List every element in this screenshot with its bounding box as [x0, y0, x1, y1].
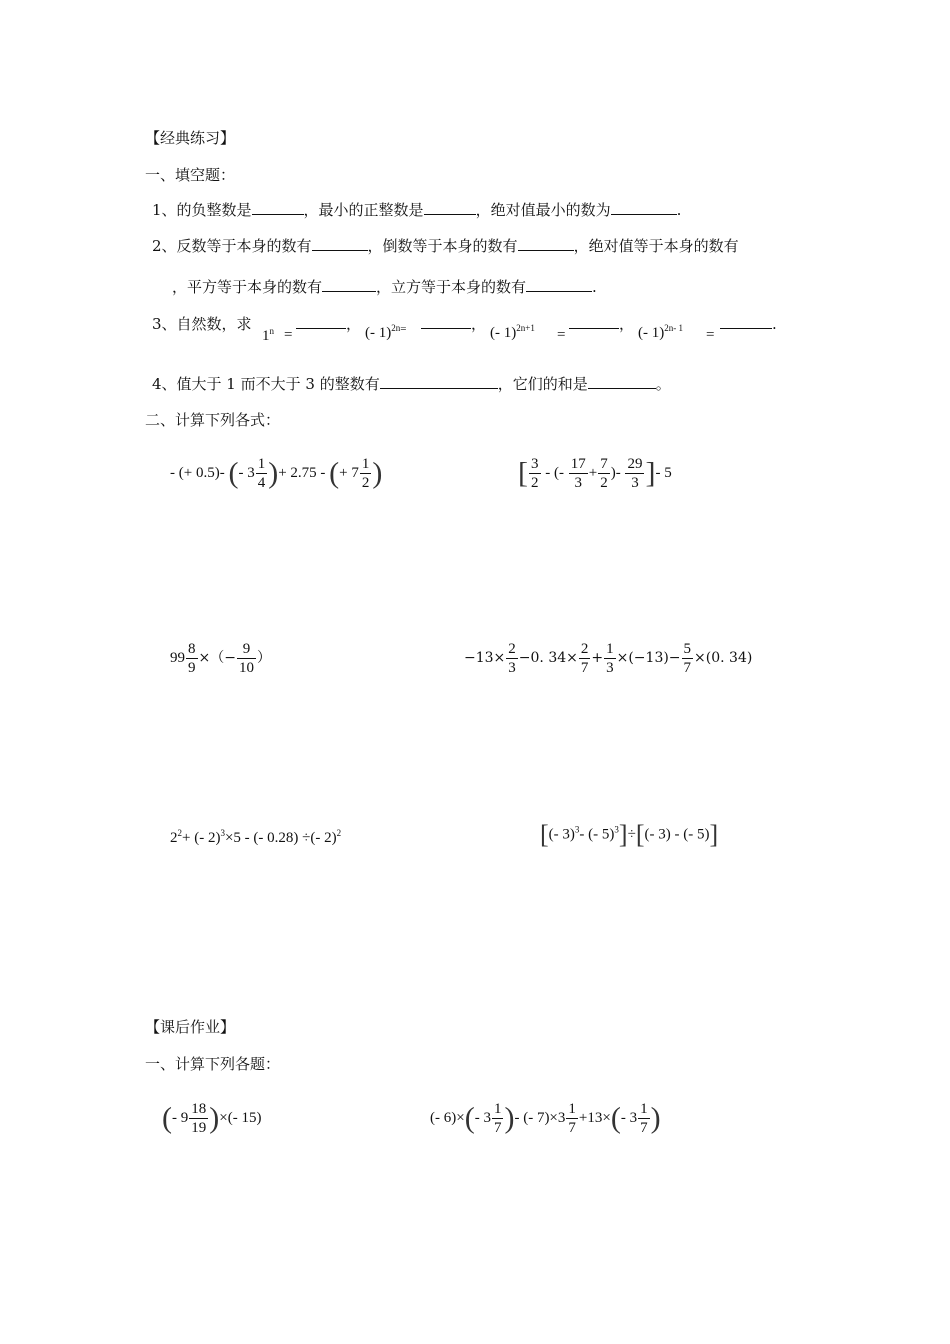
- fraction: $\frac{29}{3}$: [627, 456, 643, 491]
- question-2-continued: ，平方等于本身的数有 ，立方等于本身的数有 .: [172, 278, 597, 296]
- fraction: $\frac{1}{7}$: [640, 1101, 648, 1136]
- answer-blank[interactable]: [526, 277, 592, 292]
- fraction: $\frac{18}{19}$: [191, 1101, 207, 1136]
- expression-2: [ $\frac{3}{2}$ - (- $\frac{17}{3}$ + $\frac{7}{2}$ )- $\frac{29}{3}$ ]- 5: [518, 456, 672, 491]
- expression-4: −13× $\frac{2}{3}$ −0. 34× $\frac{2}{7}$ + $\frac{1}{3}$ ×(−13)− $\frac{5}{7}$ ×(0. 34): [464, 641, 753, 676]
- q3-eq-3: =: [557, 327, 566, 343]
- q3-eq-1: =: [284, 327, 293, 343]
- answer-blank[interactable]: [421, 314, 471, 329]
- fraction: $\frac{8}{9}$: [188, 641, 196, 676]
- answer-blank[interactable]: [322, 277, 376, 292]
- part-title-compute: 二、计算下列各式：: [145, 411, 281, 429]
- fraction: $\frac{1}{7}$: [493, 1101, 502, 1136]
- answer-blank[interactable]: [720, 314, 772, 329]
- answer-blank[interactable]: [611, 200, 677, 215]
- q3-blank-3: ，: [569, 314, 634, 334]
- section-title-exercise: 【经典练习】: [145, 129, 236, 147]
- question-2: 2、反数等于本身的数有 ，倒数等于本身的数有 ，绝对值等于本身的数有: [152, 237, 739, 255]
- fraction: $\frac{1}{2}$: [361, 456, 370, 491]
- question-1: 1、的负整数是 ，最小的正整数是 ，绝对值最小的数为 .: [152, 201, 682, 219]
- fraction: $\frac{1}{3}$: [606, 641, 614, 676]
- q3-blank-1: ，: [296, 314, 361, 334]
- question-3: 3、自然数，求: [152, 315, 252, 333]
- q3-eq-4: =: [706, 327, 715, 343]
- q3-expression-4: (- 1)$^{2n- 1}$: [638, 323, 683, 341]
- expression-6: [(- 3)$^3$- (- 5)$^3$]÷[(- 3) - (- 5)]: [540, 820, 719, 849]
- q3-blank-4: .: [720, 314, 777, 334]
- answer-blank[interactable]: [380, 374, 498, 389]
- expression-7: (- 9 $\frac{18}{19}$ )×(- 15): [162, 1101, 262, 1136]
- expression-5: $2^2+$ (- 2)$^3$×5 - (- 0.28) ÷(- 2)$^2$: [170, 828, 342, 846]
- expression-3: 99 $\frac{8}{9}$ ×（− $\frac{9}{10}$ ）: [170, 641, 271, 676]
- fraction: $\frac{1}{7}$: [568, 1101, 576, 1136]
- fraction: $\frac{2}{7}$: [580, 641, 589, 676]
- fraction: $\frac{7}{2}$: [600, 456, 608, 491]
- part-title-compute-homework: 一、计算下列各题：: [145, 1055, 281, 1073]
- expression-1: - (+ 0.5)- (- 3 $\frac{1}{4}$ )+ 2.75 - (+ 7 $\frac{1}{2}$ ): [170, 456, 383, 491]
- q3-expression-1: 1$^n$: [262, 326, 274, 344]
- q3-expression-2: (- 1)$^{2n=}$: [365, 323, 407, 341]
- fraction: $\frac{3}{2}$: [531, 456, 539, 491]
- answer-blank[interactable]: [569, 314, 619, 329]
- answer-blank[interactable]: [312, 236, 368, 251]
- fraction: $\frac{17}{3}$: [570, 456, 586, 491]
- answer-blank[interactable]: [518, 236, 574, 251]
- question-4: 4、值大于 1 而不大于 3 的整数有 ，它们的和是 。: [152, 375, 671, 393]
- fraction: $\frac{5}{7}$: [683, 641, 692, 676]
- answer-blank[interactable]: [588, 374, 656, 389]
- fraction: $\frac{1}{4}$: [257, 456, 266, 491]
- fraction: $\frac{9}{10}$: [238, 641, 254, 676]
- expression-8: (- 6)×(- 3 $\frac{1}{7}$ )- (- 7)×3 $\frac{1}{7}$ +13×(- 3 $\frac{1}{7}$ ): [430, 1101, 661, 1136]
- q3-expression-3: (- 1)$^{2n+1}$: [490, 323, 535, 341]
- section-title-homework: 【课后作业】: [145, 1018, 236, 1036]
- q3-blank-2: ，: [421, 314, 486, 334]
- fraction: $\frac{2}{3}$: [508, 641, 516, 676]
- answer-blank[interactable]: [296, 314, 346, 329]
- answer-blank[interactable]: [424, 200, 476, 215]
- answer-blank[interactable]: [252, 200, 304, 215]
- part-title-fill-blank: 一、填空题：: [145, 166, 236, 184]
